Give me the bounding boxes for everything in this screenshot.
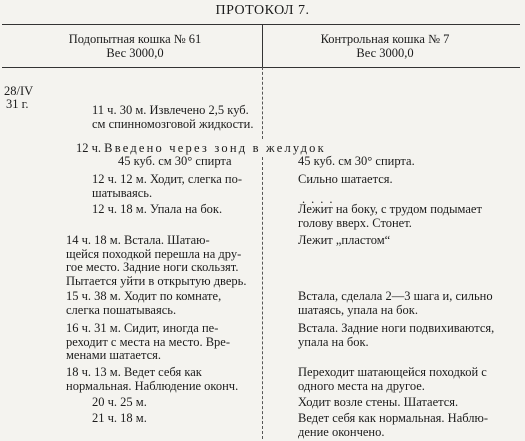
left-column-header (40, 32, 230, 60)
date-label (4, 85, 33, 111)
right-entry-7: Переходит шатающейся походкой с одного места на другое. (298, 365, 487, 393)
right-entry-5: Встала, сделала 2—3 шага и, сильно шатаясь, упала на бок. (298, 289, 493, 317)
date-line-2: 31 г. (6, 97, 29, 111)
left-entry-8: 18 ч. 13 м. Ведет себя как нормальная. Наблюдение оконч. (66, 365, 239, 393)
date-line-1: 28/IV (4, 84, 34, 98)
left-header-title: Подопытная кошка № 61 (68, 32, 202, 46)
left-entry-7: 16 ч. 31 м. Сидит, иногда пе- реходит с места на место. Вре- менами шатается. (66, 321, 230, 362)
left-entry-1: 11 ч. 30 м. Извлечено 2,5 куб. см спинномозговой жидкости. (92, 103, 254, 131)
left-entry-10: 21 ч. 18 м. (92, 411, 147, 425)
right-entry-9: Ведет себя как нормальная. Наблю- дение окончено. (298, 411, 489, 439)
left-entry-9: 20 ч. 25 м. (92, 395, 147, 409)
table-top-rule (2, 24, 520, 25)
right-entry-3: Лежит на боку, с трудом подымает голову вверх. Стонет. (298, 202, 482, 230)
dotted-leader: .... (302, 192, 339, 206)
column-divider-upper (262, 67, 263, 139)
page-title: ПРОТОКОЛ 7. (215, 3, 310, 18)
right-entry-1: 45 куб. см 30° спирта. (298, 154, 415, 168)
full-width-time: 12 ч. (76, 141, 102, 155)
header-column-divider (262, 24, 263, 67)
left-entry-6: 15 ч. 38 м. Ходит по комнате, слегка пошатываясь. (66, 289, 222, 317)
left-entry-5: 14 ч. 18 м. Встала. Шатаю- щейся походкой перешла на дру- гое место. Задние ноги скользят. Пытается уйти в открытую дверь. (66, 233, 247, 288)
full-width-text: Введено через зонд в желудок (104, 141, 326, 155)
right-header-weight: Вес 3000,0 (356, 46, 414, 60)
left-entry-4: 12 ч. 18 м. Упала на бок. (92, 202, 223, 216)
left-entry-2: 45 куб. см 30° спирта (118, 154, 232, 168)
left-entry-3: 12 ч. 12 м. Ходит, слегка по- шатываясь. (92, 172, 243, 200)
right-column-header (290, 32, 480, 60)
full-width-entry (76, 141, 326, 155)
right-header-title: Контрольная кошка № 7 (320, 32, 450, 46)
right-entry-8: Ходит возле стены. Шатается. (298, 395, 459, 409)
column-divider-lower (262, 157, 263, 439)
right-entry-6: Встала. Задние ноги подвихиваются, упала на бок. (298, 321, 495, 349)
right-entry-2: Сильно шатается. (298, 172, 393, 186)
table-header-rule (2, 67, 520, 68)
left-header-weight: Вес 3000,0 (106, 46, 164, 60)
right-entry-4: Лежит „пластом“ (298, 233, 391, 247)
